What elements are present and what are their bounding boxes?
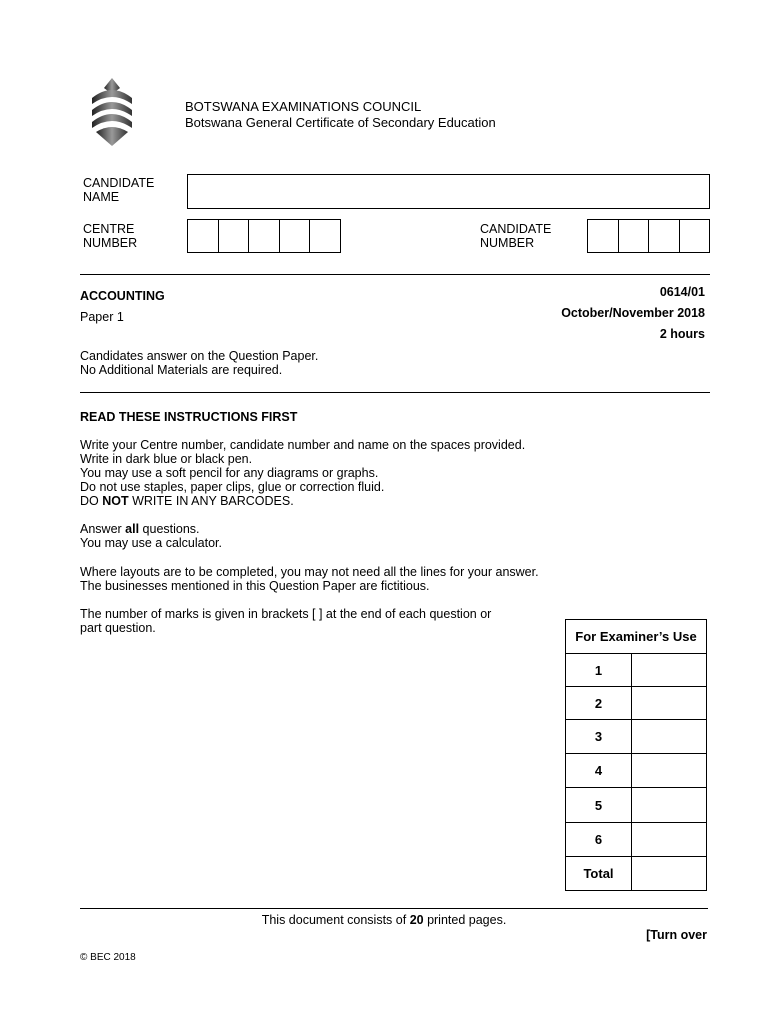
marks-block [80,607,491,635]
paper-code: 0614/01 [659,285,705,299]
total-cell [632,857,707,891]
instruction-line: part question. [80,621,156,635]
instruction-line: Do not use staples, paper clips, glue or correction fluid. [80,480,385,494]
materials-note: No Additional Materials are required. [80,363,283,377]
question-number: 2 [566,687,632,720]
layout-block [80,565,539,593]
centre-digit-box[interactable] [219,220,250,252]
centre-digit-box[interactable] [249,220,280,252]
instruction-line: DO NOT WRITE IN ANY BARCODES. [80,494,294,508]
instructions-heading: READ THESE INSTRUCTIONS FIRST [80,410,298,424]
turn-over: [Turn over [646,928,707,942]
instruction-line: Write in dark blue or black pen. [80,452,253,466]
centre-digit-box[interactable] [188,220,219,252]
question-number: 4 [566,754,632,788]
instruction-line: The businesses mentioned in this Question Paper are fictitious. [80,579,430,593]
certificate-name: Botswana General Certificate of Secondary Education [185,115,496,130]
exam-duration: 2 hours [659,327,705,341]
instruction-line: You may use a calculator. [80,536,222,550]
page-count: This document consists of 20 printed pages. [261,913,507,927]
centre-number-label: CENTRE NUMBER [83,222,138,250]
candidate-name-field[interactable] [187,174,710,209]
instruction-line: You may use a soft pencil for any diagrams or graphs. [80,466,379,480]
total-label: Total [566,857,632,891]
examiner-table-title: For Examiner’s Use [566,620,707,654]
divider [80,274,710,275]
council-name: BOTSWANA EXAMINATIONS COUNCIL [185,99,422,114]
instruction-line: Write your Centre number, candidate number and name on the spaces provided. [80,438,526,452]
candidate-number-label: CANDIDATE NUMBER [480,222,552,250]
centre-digit-box[interactable] [310,220,340,252]
divider [80,392,710,393]
candidate-digit-box[interactable] [680,220,710,252]
question-number: 3 [566,720,632,754]
candidate-digit-box[interactable] [649,220,680,252]
mark-cell [632,788,707,823]
centre-number-field[interactable] [187,219,341,253]
bec-logo [86,76,138,148]
instruction-line: Answer all questions. [80,522,200,536]
candidate-digit-box[interactable] [588,220,619,252]
question-number: 5 [566,788,632,823]
instruction-line: The number of marks is given in brackets [ ] at the end of each question or [80,607,492,621]
instruction-line: Where layouts are to be completed, you may not need all the lines for your answer. [80,565,539,579]
subject-title: ACCOUNTING [80,289,165,303]
divider [80,908,708,909]
mark-cell [632,687,707,720]
question-number: 1 [566,654,632,687]
candidate-digit-box[interactable] [619,220,650,252]
mark-cell [632,823,707,857]
mark-cell [632,654,707,687]
candidate-name-label: CANDIDATE NAME [83,176,155,204]
answer-block [80,522,222,550]
examiner-table [565,619,707,891]
question-number: 6 [566,823,632,857]
candidate-number-field[interactable] [587,219,710,253]
instructions-block [80,438,525,508]
mark-cell [632,754,707,788]
copyright: © BEC 2018 [80,952,136,963]
exam-session: October/November 2018 [561,306,705,320]
paper-number: Paper 1 [80,310,124,324]
centre-digit-box[interactable] [280,220,311,252]
mark-cell [632,720,707,754]
answer-note: Candidates answer on the Question Paper. [80,349,319,363]
